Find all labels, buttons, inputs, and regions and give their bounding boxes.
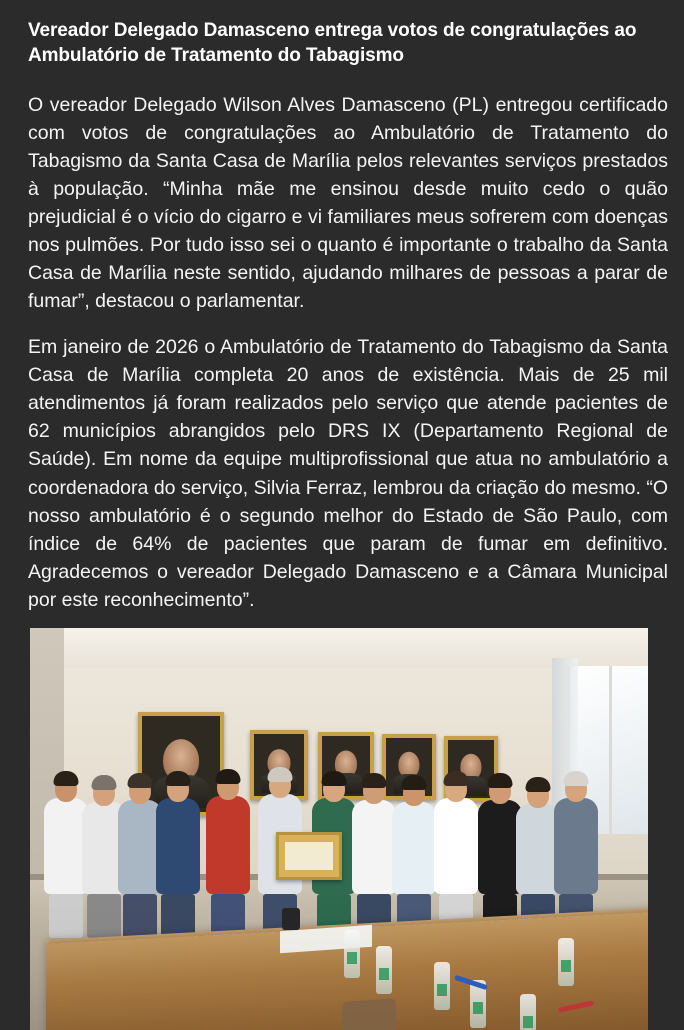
person-torso (156, 798, 200, 894)
person-head (489, 778, 511, 804)
person-head (129, 778, 151, 804)
person-hair (564, 771, 589, 786)
person-torso (206, 796, 250, 894)
water-bottle (376, 946, 392, 994)
person-4 (156, 776, 200, 938)
person-head (403, 780, 425, 806)
person-hair (444, 771, 469, 786)
person-torso (392, 802, 436, 894)
water-bottle (558, 938, 574, 986)
person-legs (123, 894, 157, 938)
person-head (445, 776, 467, 802)
person-hair (402, 775, 427, 790)
person-torso (352, 800, 396, 894)
person-head (167, 776, 189, 802)
person-hair (322, 771, 347, 786)
person-head (217, 774, 239, 800)
certificate-plaque (276, 832, 342, 880)
person-torso (434, 798, 478, 894)
person-hair (92, 775, 117, 790)
article-paragraph-2: Em janeiro de 2026 o Ambulatório de Tratamento do Tabagismo da Santa Casa de Marília completa 20 anos de existência. Mais de 25 mil atendimentos já foram realizados pelo serviço que atende pacientes de 62 municípios abrangidos pelo DRS IX (Departamento Regional de Saúde). Em nome da equipe multiprofissional que atua no ambulatório a coordenadora do serviço, Silvia Ferraz, lembrou da criação do mesmo. “O nosso ambulatório é o segundo melhor do Estado de São Paulo, com índice de 64% de pacientes que param de fumar em definitivo. Agradecemos o vereador Delegado Damasceno e a Câmara Municipal por este reconhecimento”. (28, 336, 668, 611)
person-8 (352, 778, 396, 938)
water-bottle (520, 994, 536, 1030)
page-title: Vereador Delegado Damasceno entrega votos de congratulações ao Ambulatório de Tratamento do Tabagismo (28, 20, 637, 67)
person-head (363, 778, 385, 804)
person-head (269, 772, 291, 798)
person-head (323, 776, 345, 802)
article-body (28, 91, 668, 614)
person-hair (362, 773, 387, 788)
person-legs (161, 894, 195, 938)
microphone (282, 908, 300, 930)
person-head (93, 780, 115, 806)
person-hair (216, 769, 241, 784)
person-legs (87, 894, 121, 938)
article-paragraph-1: O vereador Delegado Wilson Alves Damasceno (PL) entregou certificado com votos de congratulações ao Ambulatório de Tratamento do Tabagismo da Santa Casa de Marília pelos relevantes serviços prestados à população. “Minha mãe me ensinou desde muito cedo o quão prejudicial é o vício do cigarro e vi familiares meus sofrerem com doenças nos pulmões. Por tudo isso sei o quanto é importante o trabalho da Santa Casa de Marília neste sentido, ajudando milhares de pessoas a parar de fumar”, destacou o parlamentar. (28, 93, 668, 313)
person-hair (488, 773, 513, 788)
person-9 (392, 780, 436, 938)
person-hair (526, 777, 551, 792)
person-hair (268, 767, 293, 782)
water-bottle (434, 962, 450, 1010)
person-torso (554, 798, 598, 894)
person-head (565, 776, 587, 802)
article-photo (30, 628, 648, 1030)
water-bottle (344, 930, 360, 978)
person-hair (54, 771, 79, 786)
person-10 (434, 776, 478, 938)
person-head (55, 776, 77, 802)
chair (342, 998, 396, 1030)
person-5 (206, 774, 250, 938)
person-hair (166, 771, 191, 786)
person-hair (128, 773, 153, 788)
photo-scene (30, 628, 648, 1030)
person-head (527, 782, 549, 808)
person-legs (49, 894, 83, 938)
